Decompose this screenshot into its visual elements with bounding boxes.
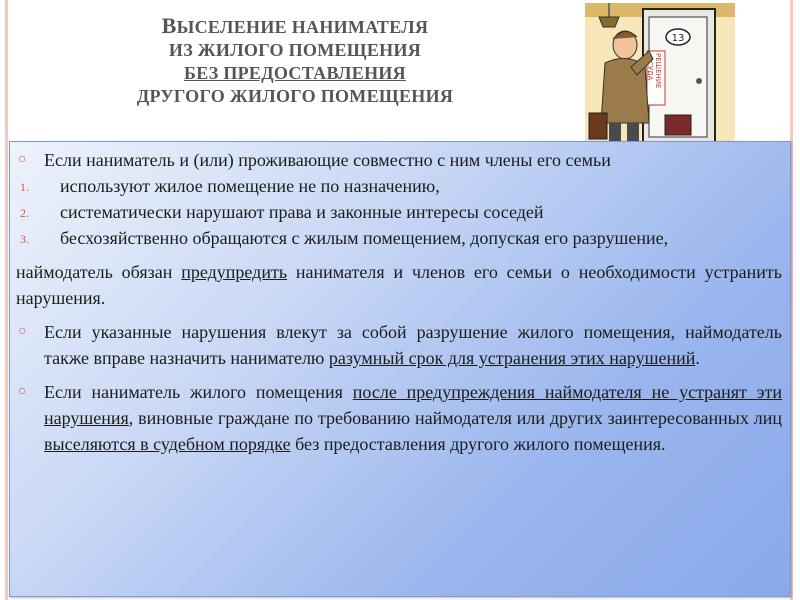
title-line-1: ВЫСЕЛЕНИЕ НАНИМАТЕЛЯ [161, 13, 429, 38]
title-line-4: ДРУГОГО ЖИЛОГО ПОМЕЩЕНИЯ [136, 86, 454, 106]
title-line-2: ИЗ ЖИЛОГО ПОМЕЩЕНИЯ [168, 40, 422, 60]
court-sign-line-2: СУДА [646, 61, 654, 81]
frame-left-border [5, 0, 8, 600]
eviction-cartoon-icon [585, 3, 735, 143]
bullet-marker-icon: ○ [18, 324, 27, 339]
content-body [16, 147, 782, 457]
bullet-paragraph-2: ○ Если указанные нарушения влекут за собой разрушение жилого помещения, наймодатель также вправе назначить нанимателю разумный срок для устранения этих нарушений. [16, 319, 782, 371]
list-item: 3. бесхозяйственно обращаются с жилым помещением, допуская его разрушение, [20, 228, 669, 248]
title-line-3: БЕЗ ПРЕДОСТАВЛЕНИЯ [184, 63, 406, 83]
bullet-marker-icon: ○ [18, 384, 27, 399]
court-sign-line-1: РЕШЕНИЕ [654, 53, 662, 89]
list-item: 1. используют жилое помещение не по назначению, [20, 176, 440, 196]
bullet-paragraph-3: ○ Если наниматель жилого помещения после предупреждения наймодателя не устранят эти нарушения, виновные граждане по требованию наймодателя или других заинтересованных лиц выселяются в судебном порядке без предоставления другого жилого помещения. [16, 379, 782, 457]
bullet-marker-icon: ○ [18, 152, 27, 167]
door-number: 13 [671, 33, 685, 44]
plain-paragraph: наймодатель обязан предупредить нанимателя и членов его семьи о необходимости устранить нарушения. [16, 262, 782, 308]
slide-title [90, 14, 500, 108]
bullet-paragraph-1: ○ Если наниматель и (или) проживающие совместно с ним члены его семьи [16, 147, 782, 173]
list-item: 2. систематически нарушают права и законные интересы соседей [20, 202, 544, 222]
